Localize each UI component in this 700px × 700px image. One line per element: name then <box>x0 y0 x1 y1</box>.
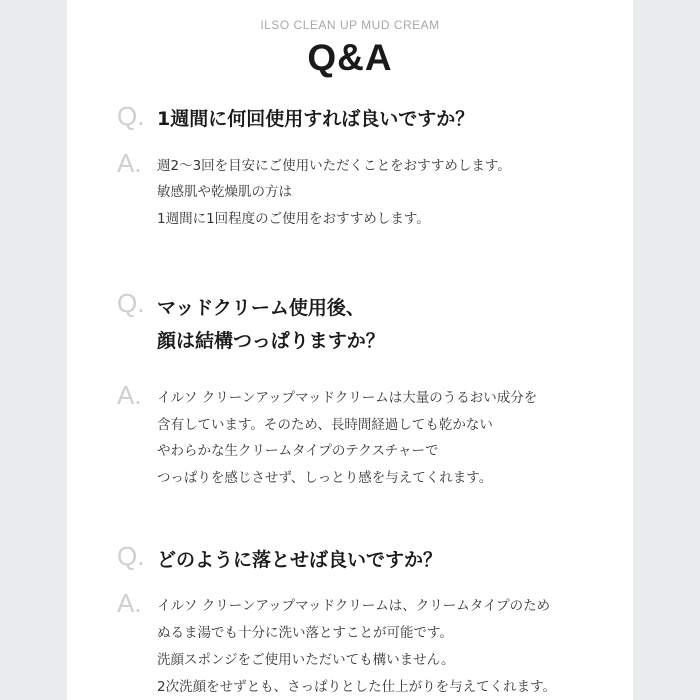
answer-text: やわらかな生クリームタイプのテクスチャーで <box>157 443 439 459</box>
question-text: 顔は結構つっぱりますか？ <box>157 330 385 352</box>
question-marker: Q. <box>117 288 145 318</box>
answer-text: 洗顔スポンジをご使用いただいても構いません。 <box>157 652 455 668</box>
answer-text: イルソ クリーンアップマッドクリームは、クリームタイプのため <box>157 598 551 614</box>
answer-text: つっぱりを感じさせず、しっとり感を与えてくれます。 <box>157 470 493 486</box>
answer-text: 週2〜3回を目安にご使用いただくことをおすすめします。 <box>157 158 511 174</box>
answer-text: ぬるま湯でも十分に洗い落とすことが可能です。 <box>157 625 453 641</box>
answer-text: 1週間に1回程度のご使用をおすすめします。 <box>157 211 430 227</box>
question-text: 1週間に何回使用すれば良いですか？ <box>157 108 475 130</box>
question-text: どのように落とせば良いですか？ <box>157 549 443 571</box>
content-panel <box>67 0 633 700</box>
answer-marker: A. <box>117 380 142 410</box>
answer-marker: A. <box>117 588 142 618</box>
answer-marker: A. <box>117 148 142 178</box>
page-title: Q&A <box>307 37 393 78</box>
answer-text: 含有しています。そのため、長時間経過しても乾かない <box>157 417 493 433</box>
question-text: マッドクリーム使用後、 <box>157 297 365 319</box>
answer-text: 2次洗顔をせずとも、さっぱりとした仕上がりを与えてくれます。 <box>157 679 557 695</box>
answer-text: 敏感肌や乾燥肌の方は <box>157 184 292 200</box>
question-marker: Q. <box>117 541 145 571</box>
answer-text: イルソ クリーンアップマッドクリームは大量のうるおい成分を <box>157 390 538 406</box>
brand-name: ILSO CLEAN UP MUD CREAM <box>260 18 440 32</box>
question-marker: Q. <box>117 101 145 131</box>
